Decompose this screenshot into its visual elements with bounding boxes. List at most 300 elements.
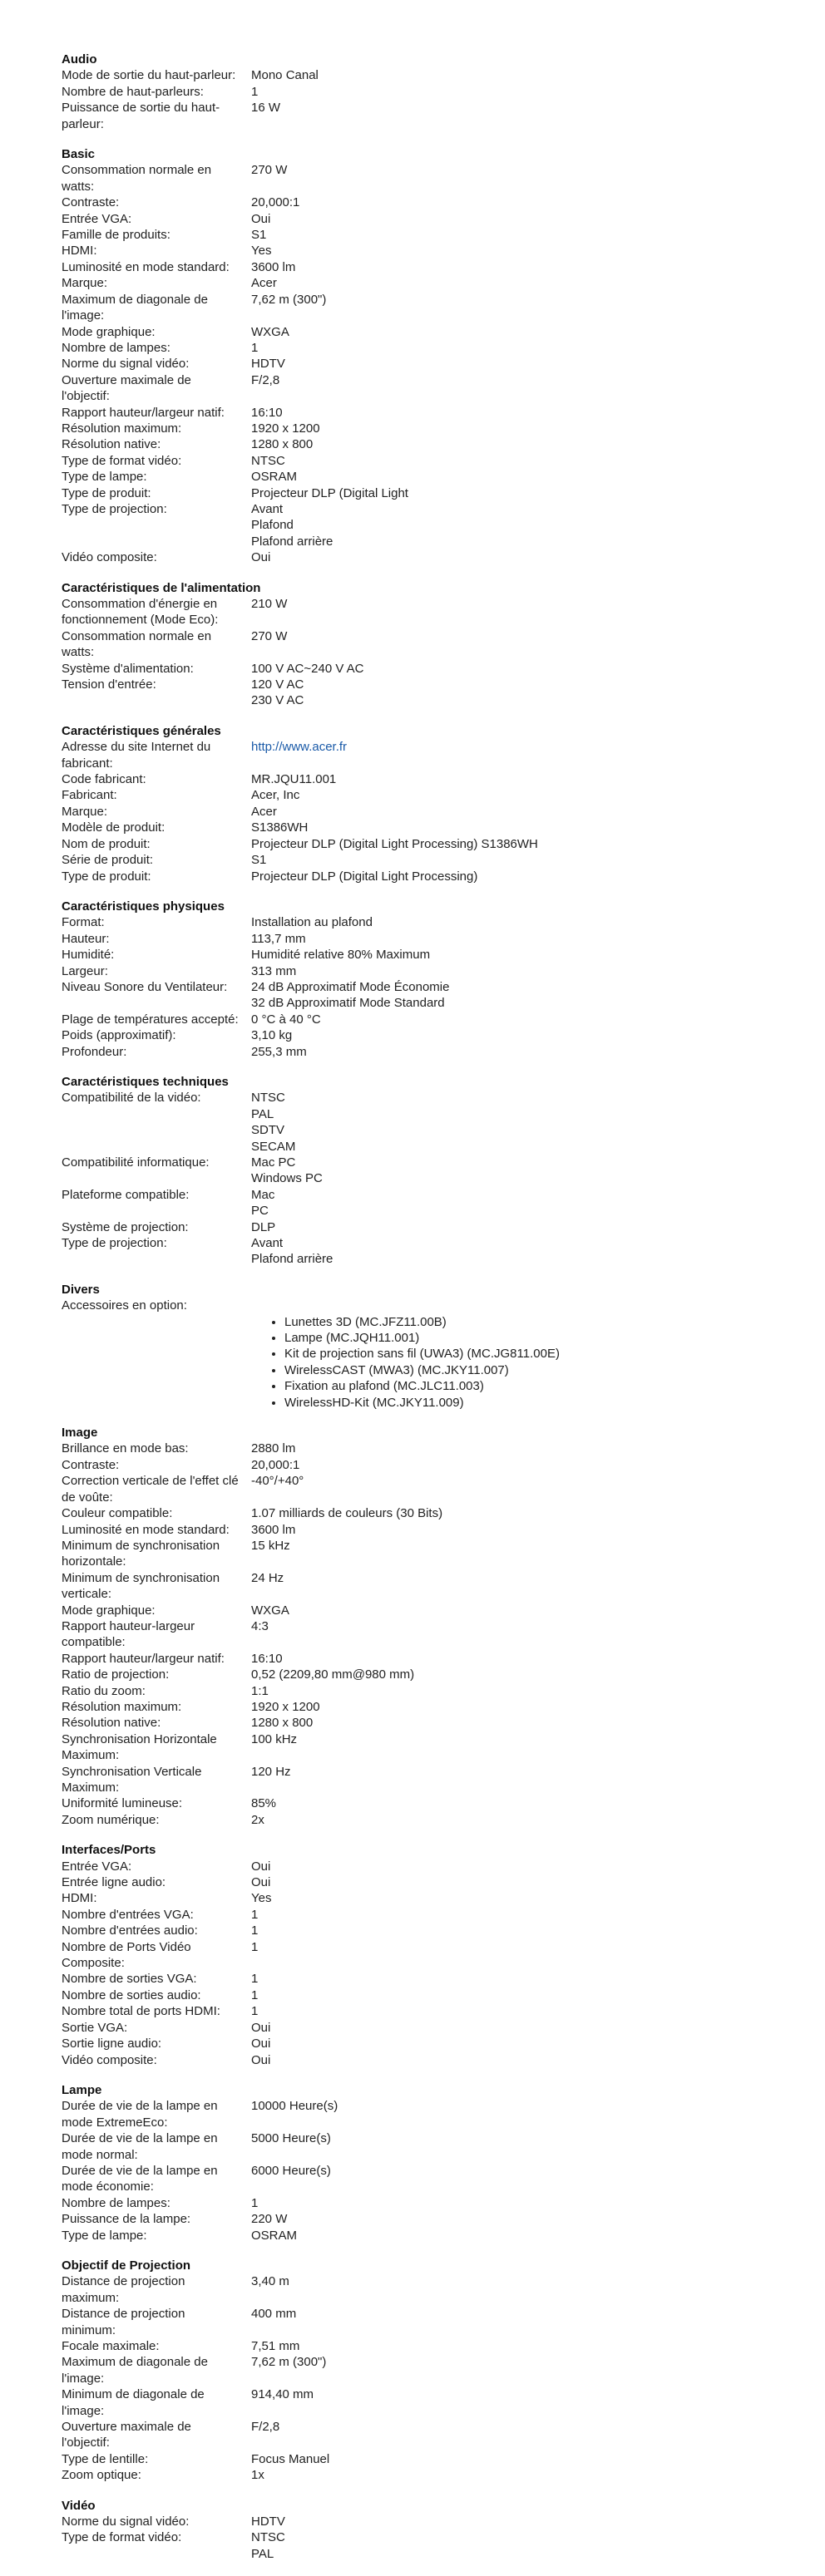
spec-value: 3600 lm [251,1522,296,1537]
spec-label [62,2211,251,2227]
spec-label [62,275,251,291]
spec-label [62,2451,251,2467]
spec-label [62,372,251,405]
spec-values [251,2020,644,2036]
spec-label [62,195,251,210]
spec-label [62,1651,251,1667]
spec-row [62,1939,644,1972]
spec-value: 0,52 (2209,80 mm@980 mm) [251,1667,415,1682]
spec-label-line: Mode graphique: [62,1603,156,1618]
spec-label [62,1987,251,2003]
spec-label-line: Ouverture maximale de [62,372,191,387]
spec-value: 1 [251,2195,259,2210]
spec-label [62,243,251,259]
spec-label [62,1473,251,1505]
spec-value: 220 W [251,2212,288,2227]
spec-label-line: HDMI: [62,244,97,259]
spec-label [62,869,251,884]
spec-values [251,1090,644,1155]
spec-label [62,661,251,677]
spec-label-line: Nombre d'entrées audio: [62,1923,198,1938]
spec-values [251,259,644,275]
spec-label-line: watts: [62,179,95,194]
spec-row [62,469,644,485]
spec-row [62,436,644,452]
spec-values [251,2467,644,2483]
spec-values [251,914,644,930]
spec-values [251,2098,644,2130]
section-divers [62,1282,644,1411]
spec-values [251,1505,644,1521]
spec-row [62,979,644,1012]
spec-label-line: Nombre de haut-parleurs: [62,84,204,99]
spec-values [251,2354,644,2386]
spec-row [62,1473,644,1505]
spec-row [62,1667,644,1682]
spec-label-line: Minimum de synchronisation [62,1538,220,1553]
spec-label [62,1219,251,1235]
spec-values [251,2451,644,2467]
spec-row [62,372,644,405]
spec-label-line: Compatibilité de la vidéo: [62,1091,201,1106]
spec-values [251,195,644,210]
spec-label [62,1505,251,1521]
spec-label [62,436,251,452]
spec-values [251,1473,644,1505]
spec-values [251,356,644,372]
spec-label-line: Tension d'entrée: [62,677,156,692]
spec-value: 85% [251,1796,277,1811]
spec-label [62,2306,251,2338]
spec-label [62,1731,251,1764]
spec-value: 4:3 [251,1618,269,1633]
spec-label [62,2036,251,2051]
spec-label [62,1155,251,1187]
spec-label-line: Mode graphique: [62,324,156,339]
spec-label-line: l'image: [62,2371,105,2386]
spec-label-line: verticale: [62,1587,112,1602]
spec-value: S1 [251,853,267,868]
spec-label [62,963,251,979]
spec-label [62,1538,251,1570]
spec-values [251,485,644,501]
spec-value: SECAM [251,1139,296,1154]
spec-label-line: Nombre de lampes: [62,2195,170,2210]
spec-value: 1280 x 800 [251,1716,314,1731]
spec-label-line: Largeur: [62,963,108,978]
spec-row [62,100,644,132]
spec-label [62,356,251,372]
spec-row [62,1235,644,1268]
spec-label-line: Compatibilité informatique: [62,1155,210,1170]
spec-values [251,421,644,436]
spec-value: 32 dB Approximatif Mode Standard [251,996,445,1011]
spec-value: Yes [251,244,272,259]
spec-label-line: Focale maximale: [62,2339,160,2354]
spec-label-line: Contraste: [62,195,120,210]
spec-label-line: maximum: [62,2290,120,2305]
spec-label [62,836,251,852]
spec-row [62,2354,644,2386]
spec-value: 1 [251,2004,259,2019]
spec-values [251,1155,644,1187]
spec-label [62,227,251,243]
spec-values [251,1987,644,2003]
spec-row [62,1764,644,1796]
spec-values [251,1874,644,1890]
spec-row [62,2228,644,2244]
spec-label [62,2354,251,2386]
spec-row [62,1187,644,1219]
spec-values [251,324,644,340]
spec-label-line: Durée de vie de la lampe en [62,2099,218,2114]
spec-label-line: Entrée VGA: [62,211,132,226]
spec-row [62,963,644,979]
spec-label-line: Minimum de diagonale de [62,2387,205,2402]
spec-label-line: Type de produit: [62,869,151,884]
spec-values [251,2419,644,2451]
spec-row [62,1618,644,1651]
spec-values [251,1764,644,1796]
spec-label-line: Système de projection: [62,1219,189,1234]
spec-value: 914,40 mm [251,2387,314,2402]
spec-label-line: Nom de produit: [62,836,151,851]
spec-label [62,67,251,83]
spec-value: 270 W [251,628,288,643]
spec-value: 100 V AC~240 V AC [251,661,364,676]
accessory-item: • Lampe (MC.JQH11.001) [284,1330,644,1346]
spec-value: S1386WH [251,820,309,835]
spec-value: 120 Hz [251,1764,291,1779]
spec-value: 1.07 milliards de couleurs (30 Bits) [251,1506,443,1521]
spec-sheet [62,52,644,2576]
spec-label [62,1441,251,1456]
spec-row [62,596,644,628]
spec-label [62,677,251,709]
spec-label-line: Résolution maximum: [62,421,182,436]
spec-value: Yes [251,1891,272,1906]
spec-row [62,914,644,930]
spec-label-line: Profondeur: [62,1044,127,1059]
spec-value: 1 [251,340,259,355]
spec-row [62,2451,644,2467]
spec-row [62,162,644,195]
spec-row [62,1522,644,1538]
spec-label [62,2003,251,2019]
spec-value: 1 [251,1907,259,1922]
spec-label-line: de voûte: [62,1490,113,1505]
spec-row [62,1795,644,1811]
spec-row [62,1812,644,1828]
spec-value: WXGA [251,1603,289,1618]
spec-values [251,963,644,979]
spec-label [62,1667,251,1682]
spec-values [251,2273,644,2306]
spec-label [62,1570,251,1603]
spec-row [62,2419,644,2451]
spec-value: 24 Hz [251,1570,284,1585]
spec-value: 400 mm [251,2307,297,2322]
spec-row [62,1044,644,1060]
spec-label-line: Luminosité en mode standard: [62,1522,230,1537]
spec-value: 270 W [251,163,288,178]
spec-label-line: Couleur compatible: [62,1506,173,1521]
spec-value: Oui [251,550,271,565]
spec-values [251,211,644,227]
spec-value: HDTV [251,357,285,372]
spec-label-line: Correction verticale de l'effet clé [62,1474,239,1489]
spec-label [62,1618,251,1651]
spec-value: F/2,8 [251,372,280,387]
spec-label-line: Marque: [62,276,108,291]
spec-label [62,1187,251,1219]
spec-row [62,869,644,884]
spec-value: NTSC [251,1091,285,1106]
spec-value: S1 [251,228,267,243]
spec-values [251,1651,644,1667]
spec-values [251,2529,644,2562]
spec-value: PAL [251,1106,274,1121]
spec-values [251,1795,644,1811]
spec-label-line: minimum: [62,2322,116,2337]
spec-label-line: Rapport hauteur/largeur natif: [62,405,225,420]
spec-label-line: Humidité: [62,948,115,963]
spec-row [62,739,644,771]
spec-label-line: Maximum de diagonale de [62,2355,208,2370]
spec-values [251,2306,644,2338]
spec-label-line: Fabricant: [62,788,117,803]
spec-values [251,1570,644,1603]
spec-row [62,2211,644,2227]
spec-value: 313 mm [251,963,297,978]
spec-value: 7,62 m (300") [251,292,327,307]
spec-row [62,2195,644,2211]
spec-values [251,2003,644,2019]
spec-label-line: Adresse du site Internet du [62,740,211,755]
spec-row [62,628,644,661]
spec-row [62,2003,644,2019]
spec-row [62,1731,644,1764]
spec-label-line: Mode de sortie du haut-parleur: [62,68,236,83]
section-title: Vidéo [62,2498,96,2513]
spec-values [251,1522,644,1538]
spec-values [251,804,644,820]
spec-label-line: Composite: [62,1956,125,1971]
spec-label [62,453,251,469]
spec-label [62,820,251,835]
spec-values [251,1012,644,1027]
spec-label [62,1812,251,1828]
spec-values [251,1457,644,1473]
spec-values [251,1219,644,1235]
spec-label-line: Ratio du zoom: [62,1683,146,1698]
spec-label-line: Résolution native: [62,1716,161,1731]
spec-values [251,677,644,709]
spec-label-line: Rapport hauteur-largeur [62,1618,195,1633]
spec-value: DLP [251,1219,276,1234]
spec-label-line: Accessoires en option: [62,1298,187,1313]
spec-values [251,596,644,628]
spec-values [251,2036,644,2051]
spec-label [62,1027,251,1043]
spec-label-line: Poids (approximatif): [62,1028,176,1043]
spec-values [251,2338,644,2354]
spec-row [62,84,644,100]
spec-label [62,2273,251,2306]
spec-value: Mac PC [251,1155,296,1170]
spec-label-line: Nombre de sorties VGA: [62,1972,197,1987]
spec-row [62,787,644,803]
spec-row [62,1505,644,1521]
spec-value [251,739,644,755]
spec-row [62,2514,644,2529]
spec-value: 1920 x 1200 [251,1699,320,1714]
spec-label-line: watts: [62,645,95,660]
spec-values [251,1699,644,1715]
spec-label-line: Modèle de produit: [62,820,165,835]
section-title: Image [62,1426,98,1441]
spec-label [62,162,251,195]
spec-label-line: Uniformité lumineuse: [62,1796,183,1811]
spec-label [62,549,251,565]
spec-row [62,852,644,868]
spec-values [251,931,644,947]
spec-value: Oui [251,2037,271,2051]
spec-label [62,2098,251,2130]
spec-values [251,2211,644,2227]
spec-row [62,501,644,549]
spec-label-line: mode normal: [62,2147,138,2162]
spec-label-line: horizontale: [62,1554,126,1569]
spec-values [251,1027,644,1043]
spec-row [62,1651,644,1667]
spec-label-line: Consommation normale en [62,163,212,178]
spec-values [251,2514,644,2529]
spec-value: Acer [251,804,277,819]
spec-value: PC [251,1204,269,1219]
spec-values [251,820,644,835]
spec-value: HDTV [251,2514,285,2529]
spec-row [62,243,644,259]
spec-value: 2880 lm [251,1441,296,1456]
spec-label-line: Durée de vie de la lampe en [62,2163,218,2178]
spec-value: PAL [251,2546,274,2561]
spec-values [251,100,644,132]
spec-label-line: Type de projection: [62,1236,167,1251]
spec-label [62,1044,251,1060]
spec-row [62,2386,644,2419]
spec-label-line: Sortie VGA: [62,2020,128,2035]
spec-label-line: Résolution maximum: [62,1699,182,1714]
spec-row [62,1699,644,1715]
spec-label-line: Puissance de la lampe: [62,2212,191,2227]
spec-row [62,453,644,469]
spec-row [62,1457,644,1473]
spec-values [251,405,644,421]
spec-label-line: Nombre de sorties audio: [62,1987,201,2002]
section-interfaces-ports [62,1842,644,2068]
spec-label-line: Ratio de projection: [62,1667,170,1682]
spec-label-line: l'image: [62,308,105,323]
manufacturer-website-link[interactable]: http://www.acer.fr [251,740,348,755]
spec-label [62,1764,251,1796]
spec-value: OSRAM [251,2228,298,2243]
spec-values [251,1923,644,1938]
spec-label-line: fonctionnement (Mode Eco): [62,613,219,628]
spec-values [251,1667,644,1682]
spec-values [251,67,644,83]
spec-values [251,771,644,787]
spec-value: 100 kHz [251,1731,298,1746]
spec-values [251,1683,644,1699]
spec-row [62,1971,644,1987]
spec-row [62,1538,644,1570]
spec-values [251,1044,644,1060]
spec-label-line: Entrée VGA: [62,1859,132,1874]
spec-label-line: parleur: [62,116,104,131]
spec-label [62,1235,251,1268]
spec-values [251,292,644,324]
accessory-item: • WirelessCAST (MWA3) (MC.JKY11.007) [284,1362,644,1378]
spec-values [251,2130,644,2163]
spec-value: 5000 Heure(s) [251,2131,331,2146]
spec-value: Focus Manuel [251,2451,330,2466]
spec-values [251,501,644,549]
spec-row [62,661,644,677]
section-basic [62,146,644,566]
spec-value: Oui [251,1875,271,1890]
spec-value: 1x [251,2468,264,2483]
spec-label-line: Zoom optique: [62,2468,141,2483]
spec-value: Projecteur DLP (Digital Light Processing) [251,869,478,884]
spec-values [251,979,644,1012]
spec-label [62,1971,251,1987]
spec-value: Avant [251,501,284,516]
spec-label [62,324,251,340]
spec-value: Avant [251,1236,284,1251]
spec-label [62,1298,251,1411]
spec-values [251,1859,644,1874]
spec-value: 6000 Heure(s) [251,2163,331,2178]
spec-label-line: Durée de vie de la lampe en [62,2131,218,2146]
spec-label [62,2338,251,2354]
spec-label [62,292,251,324]
spec-label [62,852,251,868]
spec-label-line: Série de produit: [62,853,154,868]
spec-values [251,661,644,677]
spec-value: 255,3 mm [251,1044,307,1059]
spec-value: 16 W [251,101,281,116]
spec-label [62,2195,251,2211]
spec-values [251,787,644,803]
spec-label [62,1683,251,1699]
spec-row [62,324,644,340]
spec-label [62,485,251,501]
spec-label-line: Norme du signal vidéo: [62,2514,190,2529]
spec-label [62,787,251,803]
spec-row [62,549,644,565]
spec-label [62,405,251,421]
section-title: Caractéristiques techniques [62,1074,229,1089]
spec-values [251,340,644,356]
spec-values [251,227,644,243]
spec-label-line: Entrée ligne audio: [62,1875,166,1890]
spec-label [62,2163,251,2195]
spec-value: 1 [251,1939,259,1954]
spec-label [62,2130,251,2163]
spec-row [62,67,644,83]
spec-label-line: Nombre de lampes: [62,340,170,355]
